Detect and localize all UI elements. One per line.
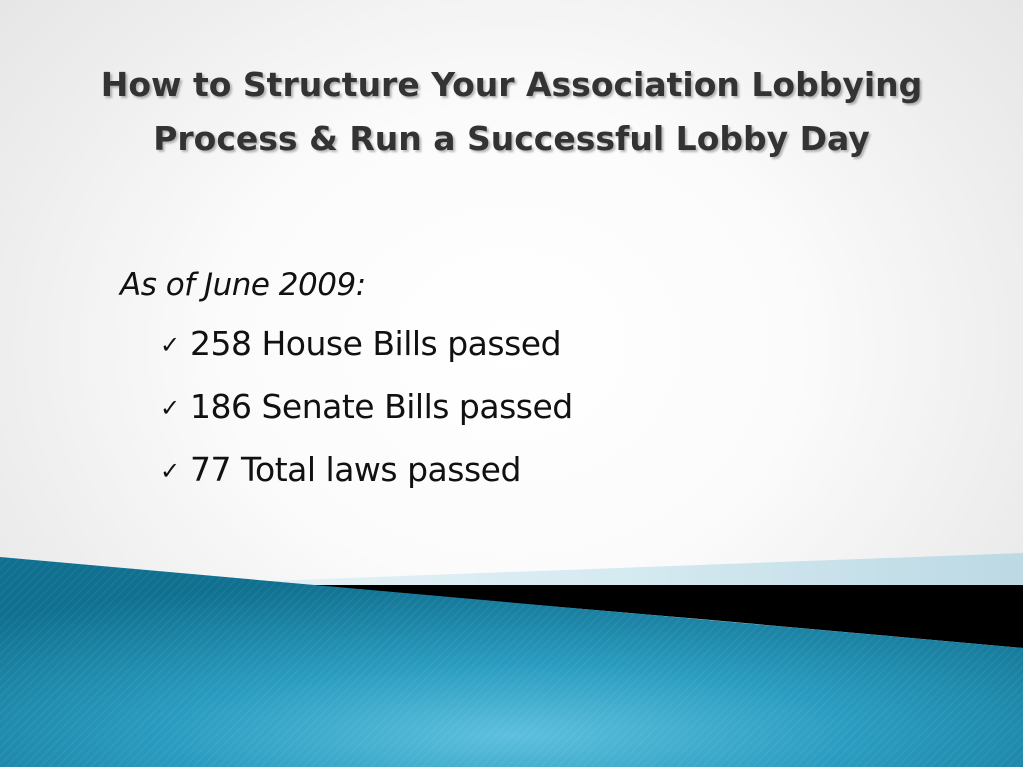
slide-title-line-1: How to Structure Your Association Lobbying (100, 65, 923, 104)
bullet-text: 77 Total laws passed (190, 450, 521, 489)
bullet-text: 186 Senate Bills passed (190, 387, 573, 426)
check-mark-icon: ✓ (160, 331, 180, 359)
check-mark-icon: ✓ (160, 394, 180, 422)
bullet-text: 258 House Bills passed (190, 324, 562, 363)
check-mark-icon: ✓ (160, 457, 180, 485)
date-heading: As of June 2009: (120, 267, 366, 303)
slide-title-line-2: Process & Run a Successful Lobby Day (153, 119, 870, 158)
